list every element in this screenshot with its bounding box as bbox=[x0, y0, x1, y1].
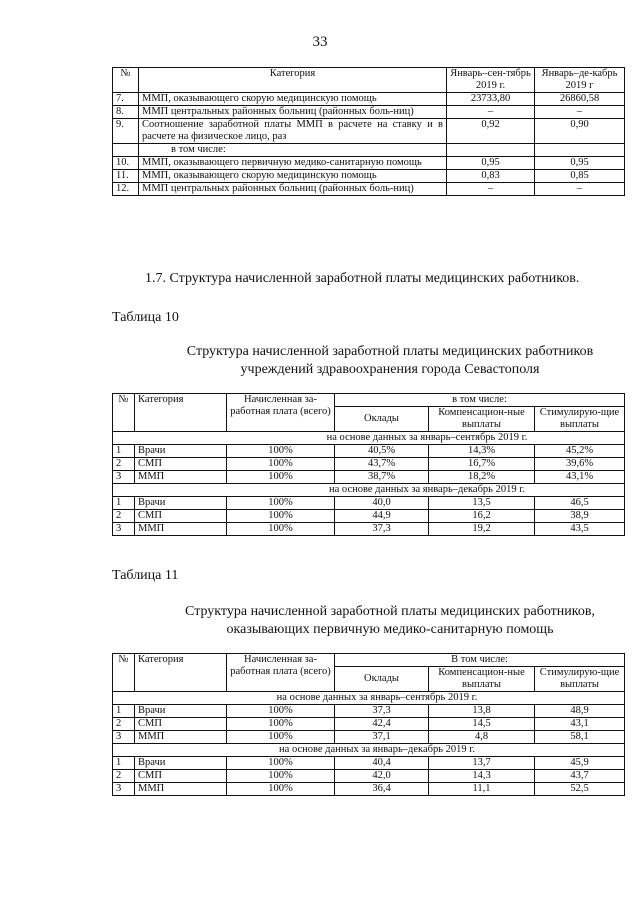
row-value-jan-sep: 0,95 bbox=[447, 157, 535, 170]
row-total: 100% bbox=[227, 705, 335, 718]
row-compensation: 11,1 bbox=[429, 783, 535, 796]
table-row bbox=[113, 705, 625, 718]
row-category: Врачи bbox=[135, 497, 227, 510]
row-number: 9. bbox=[113, 119, 139, 144]
row-incentive: 38,9 bbox=[535, 510, 625, 523]
table-row bbox=[113, 510, 625, 523]
header-compensation: Компенсацион-ные выплаты bbox=[429, 407, 535, 432]
row-compensation: 14,3% bbox=[429, 445, 535, 458]
header-compensation: Компенсацион-ные выплаты bbox=[429, 667, 535, 692]
header-number: № bbox=[113, 654, 135, 692]
row-number: 2 bbox=[113, 458, 135, 471]
row-category: ММП центральных районных больниц (районных боль-ниц) bbox=[139, 106, 447, 119]
row-category: Врачи bbox=[135, 445, 227, 458]
row-salary: 37,3 bbox=[335, 705, 429, 718]
table-row bbox=[113, 783, 625, 796]
header-total: Начисленная за-работная плата (всего) bbox=[227, 654, 335, 692]
row-compensation: 19,2 bbox=[429, 523, 535, 536]
row-number: 2 bbox=[113, 510, 135, 523]
row-value-jan-dec: – bbox=[535, 183, 625, 196]
table-row bbox=[113, 458, 625, 471]
row-category: Врачи bbox=[135, 705, 227, 718]
row-number: 7. bbox=[113, 93, 139, 106]
table11-title-line2: оказывающих первичную медико-санитарную помощь bbox=[226, 622, 554, 637]
header-category: Категория bbox=[139, 68, 447, 93]
header-total: Начисленная за-работная плата (всего) bbox=[227, 394, 335, 432]
header-category: Категория bbox=[135, 394, 227, 432]
table10 bbox=[112, 393, 625, 536]
header-number: № bbox=[113, 394, 135, 432]
row-category: ММП центральных районных больниц (районных боль-ниц) bbox=[139, 183, 447, 196]
row-value-jan-sep: 0,83 bbox=[447, 170, 535, 183]
section-row bbox=[113, 432, 625, 445]
table-row bbox=[113, 106, 625, 119]
row-incentive: 45,9 bbox=[535, 757, 625, 770]
table-row bbox=[113, 119, 625, 144]
row-incentive: 58,1 bbox=[535, 731, 625, 744]
row-salary: 44,9 bbox=[335, 510, 429, 523]
row-incentive: 43,5 bbox=[535, 523, 625, 536]
row-number: 1 bbox=[113, 445, 135, 458]
row-compensation: 13,5 bbox=[429, 497, 535, 510]
row-category: ММП, оказывающего скорую медицинскую помощь bbox=[139, 93, 447, 106]
table10-title-line1: Структура начисленной заработной платы медицинских работников bbox=[186, 344, 594, 359]
section-jan-sep: на основе данных за январь–сентябрь 2019 г. bbox=[113, 692, 625, 705]
table11-label: Таблица 11 bbox=[112, 568, 179, 583]
header-jan-sep: Январь–сен-тябрь 2019 г. bbox=[447, 68, 535, 93]
row-value-jan-dec bbox=[535, 144, 625, 157]
table11 bbox=[112, 653, 625, 796]
table-row bbox=[113, 144, 625, 157]
row-value-jan-dec: – bbox=[535, 106, 625, 119]
row-number bbox=[113, 144, 139, 157]
table-row bbox=[113, 731, 625, 744]
row-salary: 37,3 bbox=[335, 523, 429, 536]
table-row bbox=[113, 770, 625, 783]
row-value-jan-dec: 26860,58 bbox=[535, 93, 625, 106]
row-total: 100% bbox=[227, 783, 335, 796]
row-value-jan-sep: – bbox=[447, 106, 535, 119]
row-category: СМП bbox=[135, 458, 227, 471]
row-salary: 40,5% bbox=[335, 445, 429, 458]
section-jan-dec: на основе данных за январь–декабрь 2019 г. bbox=[113, 744, 625, 757]
row-category: ММП, оказывающего первичную медико-санитарную помощь bbox=[139, 157, 447, 170]
row-incentive: 39,6% bbox=[535, 458, 625, 471]
row-incentive: 43,7 bbox=[535, 770, 625, 783]
table-row bbox=[113, 497, 625, 510]
table11-title-line1: Структура начисленной заработной платы медицинских работников, bbox=[185, 604, 595, 619]
row-salary: 40,4 bbox=[335, 757, 429, 770]
header-including: в том числе: bbox=[335, 394, 625, 407]
row-value-jan-sep: 23733,80 bbox=[447, 93, 535, 106]
row-total: 100% bbox=[227, 523, 335, 536]
row-compensation: 4,8 bbox=[429, 731, 535, 744]
section-row bbox=[113, 484, 625, 497]
table10-title-line2: учреждений здравоохранения города Севастополя bbox=[240, 362, 540, 377]
row-incentive: 43,1% bbox=[535, 471, 625, 484]
section-jan-dec: на основе данных за январь–декабрь 2019 г. bbox=[113, 484, 625, 497]
table-row bbox=[113, 757, 625, 770]
header-salary: Оклады bbox=[335, 407, 429, 432]
header-jan-dec: Январь–де-кабрь 2019 г bbox=[535, 68, 625, 93]
row-number: 1 bbox=[113, 757, 135, 770]
row-number: 3 bbox=[113, 731, 135, 744]
row-value-jan-dec: 0,90 bbox=[535, 119, 625, 144]
table11-title bbox=[150, 603, 630, 639]
row-incentive: 45,2% bbox=[535, 445, 625, 458]
row-value-jan-dec: 0,95 bbox=[535, 157, 625, 170]
row-category: Врачи bbox=[135, 757, 227, 770]
row-incentive: 43,1 bbox=[535, 718, 625, 731]
row-number: 3 bbox=[113, 523, 135, 536]
section-jan-sep: на основе данных за январь–сентябрь 2019 г. bbox=[113, 432, 625, 445]
row-compensation: 18,2% bbox=[429, 471, 535, 484]
row-number: 8. bbox=[113, 106, 139, 119]
header-including: В том числе: bbox=[335, 654, 625, 667]
table-row bbox=[113, 157, 625, 170]
table-row bbox=[113, 445, 625, 458]
row-number: 12. bbox=[113, 183, 139, 196]
row-category: Соотношение заработной платы ММП в расчете на ставку и в расчете на физическое лицо, раз bbox=[139, 119, 447, 144]
row-incentive: 52,5 bbox=[535, 783, 625, 796]
row-compensation: 13,7 bbox=[429, 757, 535, 770]
row-number: 1 bbox=[113, 497, 135, 510]
header-incentive: Стимулирую-щие выплаты bbox=[535, 407, 625, 432]
row-number: 3 bbox=[113, 471, 135, 484]
row-salary: 42,4 bbox=[335, 718, 429, 731]
row-total: 100% bbox=[227, 445, 335, 458]
row-value-jan-sep: 0,92 bbox=[447, 119, 535, 144]
row-category: ММП bbox=[135, 523, 227, 536]
row-total: 100% bbox=[227, 718, 335, 731]
row-salary: 42,0 bbox=[335, 770, 429, 783]
row-total: 100% bbox=[227, 770, 335, 783]
table-header-row bbox=[113, 654, 625, 667]
header-salary: Оклады bbox=[335, 667, 429, 692]
row-category: в том числе: bbox=[139, 144, 447, 157]
row-value-jan-sep bbox=[447, 144, 535, 157]
section-heading: 1.7. Структура начисленной заработной платы медицинских работников. bbox=[145, 271, 580, 286]
row-category: СМП bbox=[135, 718, 227, 731]
row-number: 2 bbox=[113, 770, 135, 783]
salary-table-continuation bbox=[112, 67, 625, 196]
row-value-jan-dec: 0,85 bbox=[535, 170, 625, 183]
row-number: 10. bbox=[113, 157, 139, 170]
row-total: 100% bbox=[227, 510, 335, 523]
row-compensation: 14,5 bbox=[429, 718, 535, 731]
row-category: ММП bbox=[135, 783, 227, 796]
table-row bbox=[113, 471, 625, 484]
row-salary: 43,7% bbox=[335, 458, 429, 471]
row-compensation: 16,7% bbox=[429, 458, 535, 471]
table-row bbox=[113, 718, 625, 731]
row-number: 2 bbox=[113, 718, 135, 731]
row-number: 1 bbox=[113, 705, 135, 718]
table-header-row bbox=[113, 394, 625, 407]
row-value-jan-sep: – bbox=[447, 183, 535, 196]
row-total: 100% bbox=[227, 757, 335, 770]
row-number: 3 bbox=[113, 783, 135, 796]
row-compensation: 14,3 bbox=[429, 770, 535, 783]
table-row bbox=[113, 170, 625, 183]
row-salary: 38,7% bbox=[335, 471, 429, 484]
table-row bbox=[113, 93, 625, 106]
table10-label: Таблица 10 bbox=[112, 310, 179, 325]
table-row bbox=[113, 523, 625, 536]
row-salary: 37,1 bbox=[335, 731, 429, 744]
row-category: СМП bbox=[135, 510, 227, 523]
table-row bbox=[113, 183, 625, 196]
row-total: 100% bbox=[227, 731, 335, 744]
row-number: 11. bbox=[113, 170, 139, 183]
header-category: Категория bbox=[135, 654, 227, 692]
header-number: № bbox=[113, 68, 139, 93]
row-salary: 40,0 bbox=[335, 497, 429, 510]
row-category: ММП bbox=[135, 731, 227, 744]
row-category: ММП, оказывающего скорую медицинскую помощь bbox=[139, 170, 447, 183]
row-category: СМП bbox=[135, 770, 227, 783]
row-total: 100% bbox=[227, 497, 335, 510]
row-compensation: 13,8 bbox=[429, 705, 535, 718]
row-incentive: 46,5 bbox=[535, 497, 625, 510]
row-category: ММП bbox=[135, 471, 227, 484]
section-row bbox=[113, 692, 625, 705]
section-row bbox=[113, 744, 625, 757]
table-header-row bbox=[113, 68, 625, 93]
header-incentive: Стимулирую-щие выплаты bbox=[535, 667, 625, 692]
row-total: 100% bbox=[227, 458, 335, 471]
row-compensation: 16,2 bbox=[429, 510, 535, 523]
page-number: 33 bbox=[312, 34, 328, 50]
row-total: 100% bbox=[227, 471, 335, 484]
row-salary: 36,4 bbox=[335, 783, 429, 796]
row-incentive: 48,9 bbox=[535, 705, 625, 718]
table10-title bbox=[150, 343, 630, 379]
